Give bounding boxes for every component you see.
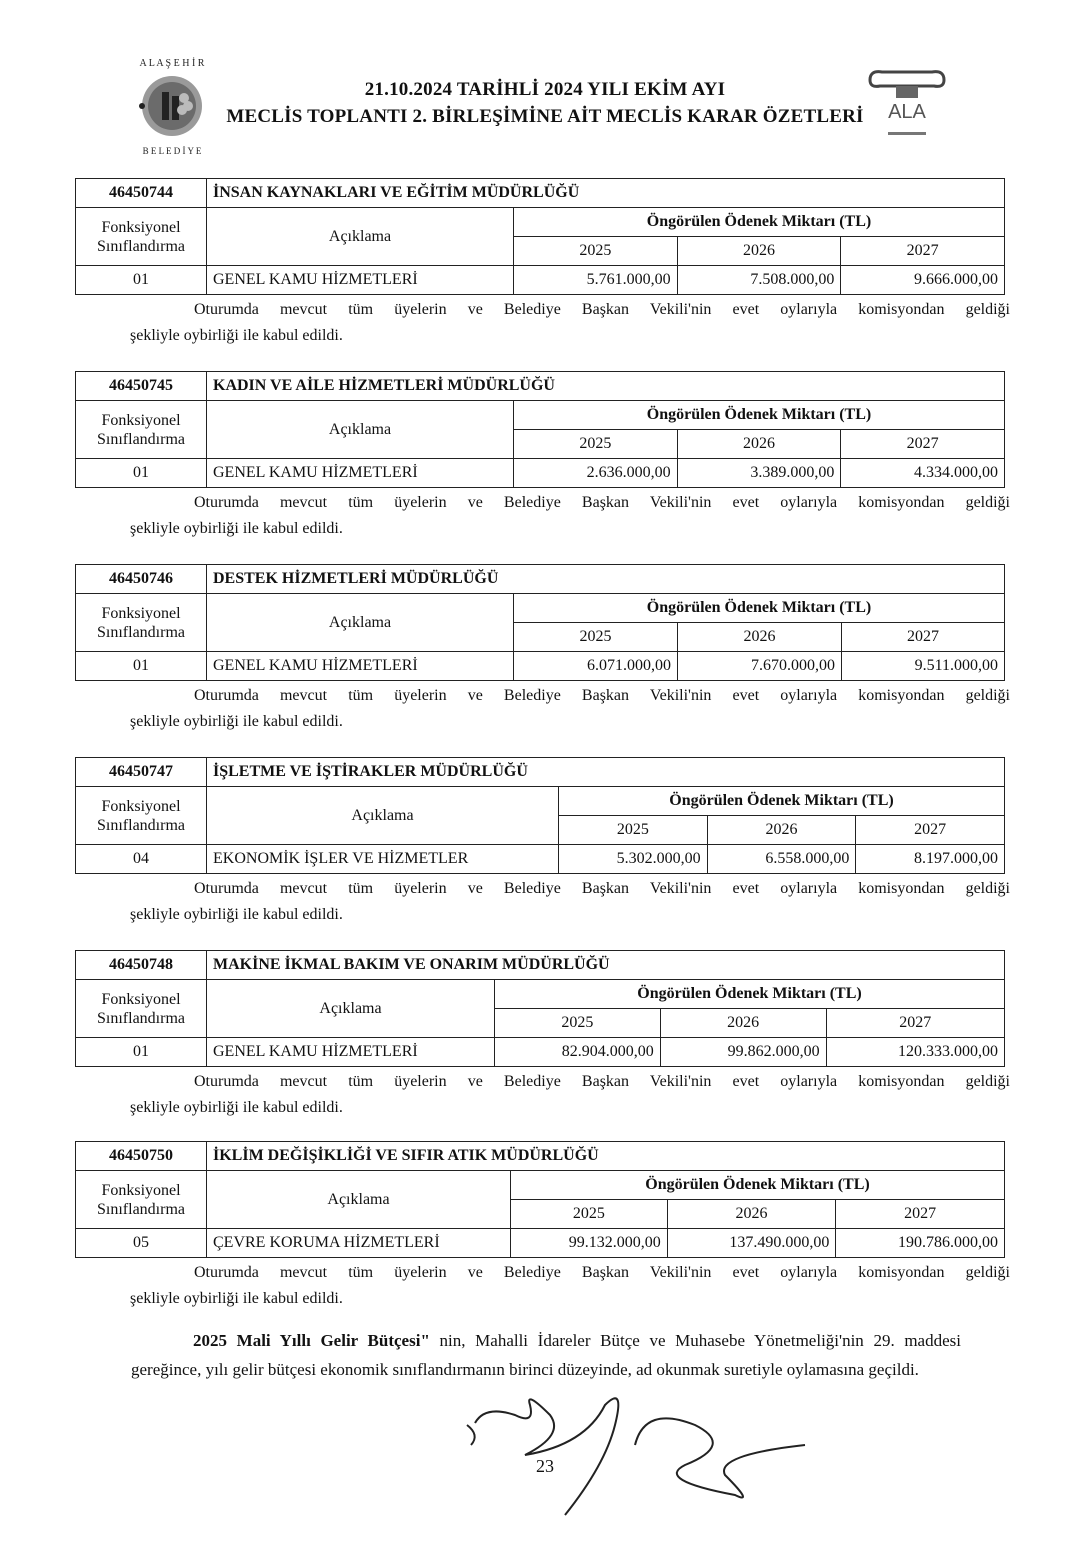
amount-2027: 120.333.000,00 [826, 1038, 1004, 1067]
department-name: DESTEK HİZMETLERİ MÜDÜRLÜĞÜ [207, 565, 1005, 594]
forecast-header: Öngörülen Ödenek Miktarı (TL) [514, 208, 1005, 237]
department-table [75, 757, 1005, 874]
description-header: Açıklama [207, 1171, 511, 1229]
decision-line-2: şekliyle oybirliği ile kabul edildi. [130, 906, 343, 923]
year-header: 2026 [677, 237, 841, 266]
department-block [75, 564, 1010, 735]
function-description: GENEL KAMU HİZMETLERİ [207, 1038, 495, 1067]
classification-header-line1: Fonksiyonel [101, 990, 181, 1008]
forecast-header: Öngörülen Ödenek Miktarı (TL) [559, 787, 1005, 816]
decision-text [130, 490, 1010, 542]
function-code: 01 [76, 652, 207, 681]
function-description: ÇEVRE KORUMA HİZMETLERİ [207, 1229, 511, 1258]
classification-header-line2: Sınıflandırma [97, 237, 185, 255]
year-header: 2025 [514, 623, 678, 652]
decision-text [130, 1069, 1010, 1121]
department-name: İŞLETME VE İŞTİRAKLER MÜDÜRLÜĞÜ [207, 758, 1005, 787]
year-header: 2026 [678, 623, 842, 652]
year-header: 2027 [842, 623, 1005, 652]
decision-line-2: şekliyle oybirliği ile kabul edildi. [130, 713, 343, 730]
department-table [75, 371, 1005, 488]
title-line-2: MECLİS TOPLANTI 2. BİRLEŞİMİNE AİT MECLİS KARAR ÖZETLERİ [226, 106, 864, 127]
income-budget-title: 2025 Mali Yıllı Gelir Bütçesi" [193, 1331, 430, 1350]
department-name: İNSAN KAYNAKLARI VE EĞİTİM MÜDÜRLÜĞÜ [207, 179, 1005, 208]
classification-header-line2: Sınıflandırma [97, 430, 185, 448]
year-header: 2026 [667, 1200, 836, 1229]
year-header: 2025 [514, 430, 678, 459]
year-header: 2027 [841, 430, 1005, 459]
function-description: GENEL KAMU HİZMETLERİ [207, 266, 514, 295]
department-block [75, 178, 1010, 349]
department-table [75, 950, 1005, 1067]
department-code: 46450745 [76, 372, 207, 401]
classification-header-line1: Fonksiyonel [101, 1181, 181, 1199]
decision-line-2: şekliyle oybirliği ile kabul edildi. [130, 1290, 343, 1307]
svg-text:ALA: ALA [888, 101, 926, 123]
classification-header [76, 980, 207, 1038]
classification-header-line1: Fonksiyonel [101, 411, 181, 429]
department-block [75, 950, 1010, 1121]
department-code: 46450746 [76, 565, 207, 594]
department-name: İKLİM DEĞİŞİKLİĞİ VE SIFIR ATIK MÜDÜRLÜĞÜ [207, 1142, 1005, 1171]
forecast-header: Öngörülen Ödenek Miktarı (TL) [514, 401, 1005, 430]
function-code: 01 [76, 1038, 207, 1067]
function-description: GENEL KAMU HİZMETLERİ [207, 652, 514, 681]
amount-2027: 190.786.000,00 [836, 1229, 1005, 1258]
year-header: 2025 [495, 1009, 661, 1038]
decision-line-2: şekliyle oybirliği ile kabul edildi. [130, 1099, 343, 1116]
forecast-header: Öngörülen Ödenek Miktarı (TL) [514, 594, 1005, 623]
department-code: 46450748 [76, 951, 207, 980]
decision-line-2: şekliyle oybirliği ile kabul edildi. [130, 327, 343, 344]
department-code: 46450747 [76, 758, 207, 787]
signatures-icon [455, 1385, 835, 1525]
amount-2026: 137.490.000,00 [667, 1229, 836, 1258]
department-table [75, 1141, 1005, 1258]
amount-2026: 7.508.000,00 [677, 266, 841, 295]
description-header: Açıklama [207, 401, 514, 459]
amount-2026: 3.389.000,00 [677, 459, 841, 488]
classification-header-line2: Sınıflandırma [97, 1200, 185, 1218]
classification-header-line2: Sınıflandırma [97, 816, 185, 834]
decision-line-2: şekliyle oybirliği ile kabul edildi. [130, 520, 343, 537]
svg-text:A L A Ş E H İ R: A L A Ş E H İ R [139, 58, 205, 69]
decision-text [130, 683, 1010, 735]
svg-text:B E L E D İ Y E: B E L E D İ Y E [142, 146, 202, 156]
ala-column-logo-icon [862, 66, 952, 144]
classification-header-line1: Fonksiyonel [101, 797, 181, 815]
amount-2025: 2.636.000,00 [514, 459, 678, 488]
function-code: 04 [76, 845, 207, 874]
function-code: 01 [76, 266, 207, 295]
amount-2027: 8.197.000,00 [856, 845, 1005, 874]
classification-header [76, 1171, 207, 1229]
amount-2027: 9.666.000,00 [841, 266, 1005, 295]
department-table [75, 564, 1005, 681]
forecast-header: Öngörülen Ödenek Miktarı (TL) [495, 980, 1005, 1009]
amount-2025: 5.761.000,00 [514, 266, 678, 295]
classification-header [76, 401, 207, 459]
department-table [75, 178, 1005, 295]
income-budget-text: nin, Mahalli İdareler Bütçe ve Muhasebe Yönetmeliği'nin 29. maddesi gereğince, yılı gelir bütçesi ekonomik sınıflandırmanın birinci düzeyinde, ad okunmak suretiyle oylamasına geçildi. [131, 1331, 961, 1379]
year-header: 2026 [707, 816, 856, 845]
year-header: 2027 [826, 1009, 1004, 1038]
decision-line-1: Oturumda mevcut tüm üyelerin ve Belediye Başkan Vekili'nin evet oylarıyla komisyondan geldiği [194, 687, 1010, 704]
year-header: 2027 [836, 1200, 1005, 1229]
page-number: 23 [536, 1456, 554, 1476]
classification-header-line2: Sınıflandırma [97, 623, 185, 641]
department-code: 46450750 [76, 1142, 207, 1171]
classification-header [76, 787, 207, 845]
decision-text [130, 1260, 1010, 1312]
year-header: 2025 [514, 237, 678, 266]
description-header: Açıklama [207, 787, 559, 845]
decision-line-1: Oturumda mevcut tüm üyelerin ve Belediye Başkan Vekili'nin evet oylarıyla komisyondan geldiği [194, 494, 1010, 511]
function-code: 05 [76, 1229, 207, 1258]
decision-line-1: Oturumda mevcut tüm üyelerin ve Belediye Başkan Vekili'nin evet oylarıyla komisyondan geldiği [194, 1264, 1010, 1281]
decision-line-1: Oturumda mevcut tüm üyelerin ve Belediye Başkan Vekili'nin evet oylarıyla komisyondan geldiği [194, 301, 1010, 318]
year-header: 2027 [856, 816, 1005, 845]
year-header: 2025 [559, 816, 708, 845]
department-code: 46450744 [76, 179, 207, 208]
description-header: Açıklama [207, 208, 514, 266]
amount-2025: 5.302.000,00 [559, 845, 708, 874]
classification-header [76, 208, 207, 266]
amount-2025: 99.132.000,00 [511, 1229, 668, 1258]
year-header: 2026 [677, 430, 841, 459]
decision-line-1: Oturumda mevcut tüm üyelerin ve Belediye Başkan Vekili'nin evet oylarıyla komisyondan geldiği [194, 1073, 1010, 1090]
function-description: EKONOMİK İŞLER VE HİZMETLER [207, 845, 559, 874]
year-header: 2026 [660, 1009, 826, 1038]
forecast-header: Öngörülen Ödenek Miktarı (TL) [511, 1171, 1005, 1200]
department-block [75, 371, 1010, 542]
amount-2026: 7.670.000,00 [678, 652, 842, 681]
description-header: Açıklama [207, 594, 514, 652]
classification-header-line1: Fonksiyonel [101, 218, 181, 236]
title-line-1: 21.10.2024 TARİHLİ 2024 YILI EKİM AYI [364, 79, 726, 100]
classification-header [76, 594, 207, 652]
classification-header-line1: Fonksiyonel [101, 604, 181, 622]
department-block [75, 757, 1010, 928]
page-header [0, 40, 1090, 170]
decision-text [130, 297, 1010, 349]
amount-2026: 6.558.000,00 [707, 845, 856, 874]
amount-2026: 99.862.000,00 [660, 1038, 826, 1067]
classification-header-line2: Sınıflandırma [97, 1009, 185, 1027]
amount-2025: 82.904.000,00 [495, 1038, 661, 1067]
amount-2027: 9.511.000,00 [842, 652, 1005, 681]
year-header: 2025 [511, 1200, 668, 1229]
year-header: 2027 [841, 237, 1005, 266]
income-budget-paragraph [131, 1326, 961, 1384]
amount-2027: 4.334.000,00 [841, 459, 1005, 488]
department-block [75, 1141, 1010, 1312]
department-name: MAKİNE İKMAL BAKIM VE ONARIM MÜDÜRLÜĞÜ [207, 951, 1005, 980]
function-code: 01 [76, 459, 207, 488]
decision-line-1: Oturumda mevcut tüm üyelerin ve Belediye Başkan Vekili'nin evet oylarıyla komisyondan geldiği [194, 880, 1010, 897]
decision-text [130, 876, 1010, 928]
description-header: Açıklama [207, 980, 495, 1038]
amount-2025: 6.071.000,00 [514, 652, 678, 681]
function-description: GENEL KAMU HİZMETLERİ [207, 459, 514, 488]
page-title [200, 76, 890, 130]
department-name: KADIN VE AİLE HİZMETLERİ MÜDÜRLÜĞÜ [207, 372, 1005, 401]
